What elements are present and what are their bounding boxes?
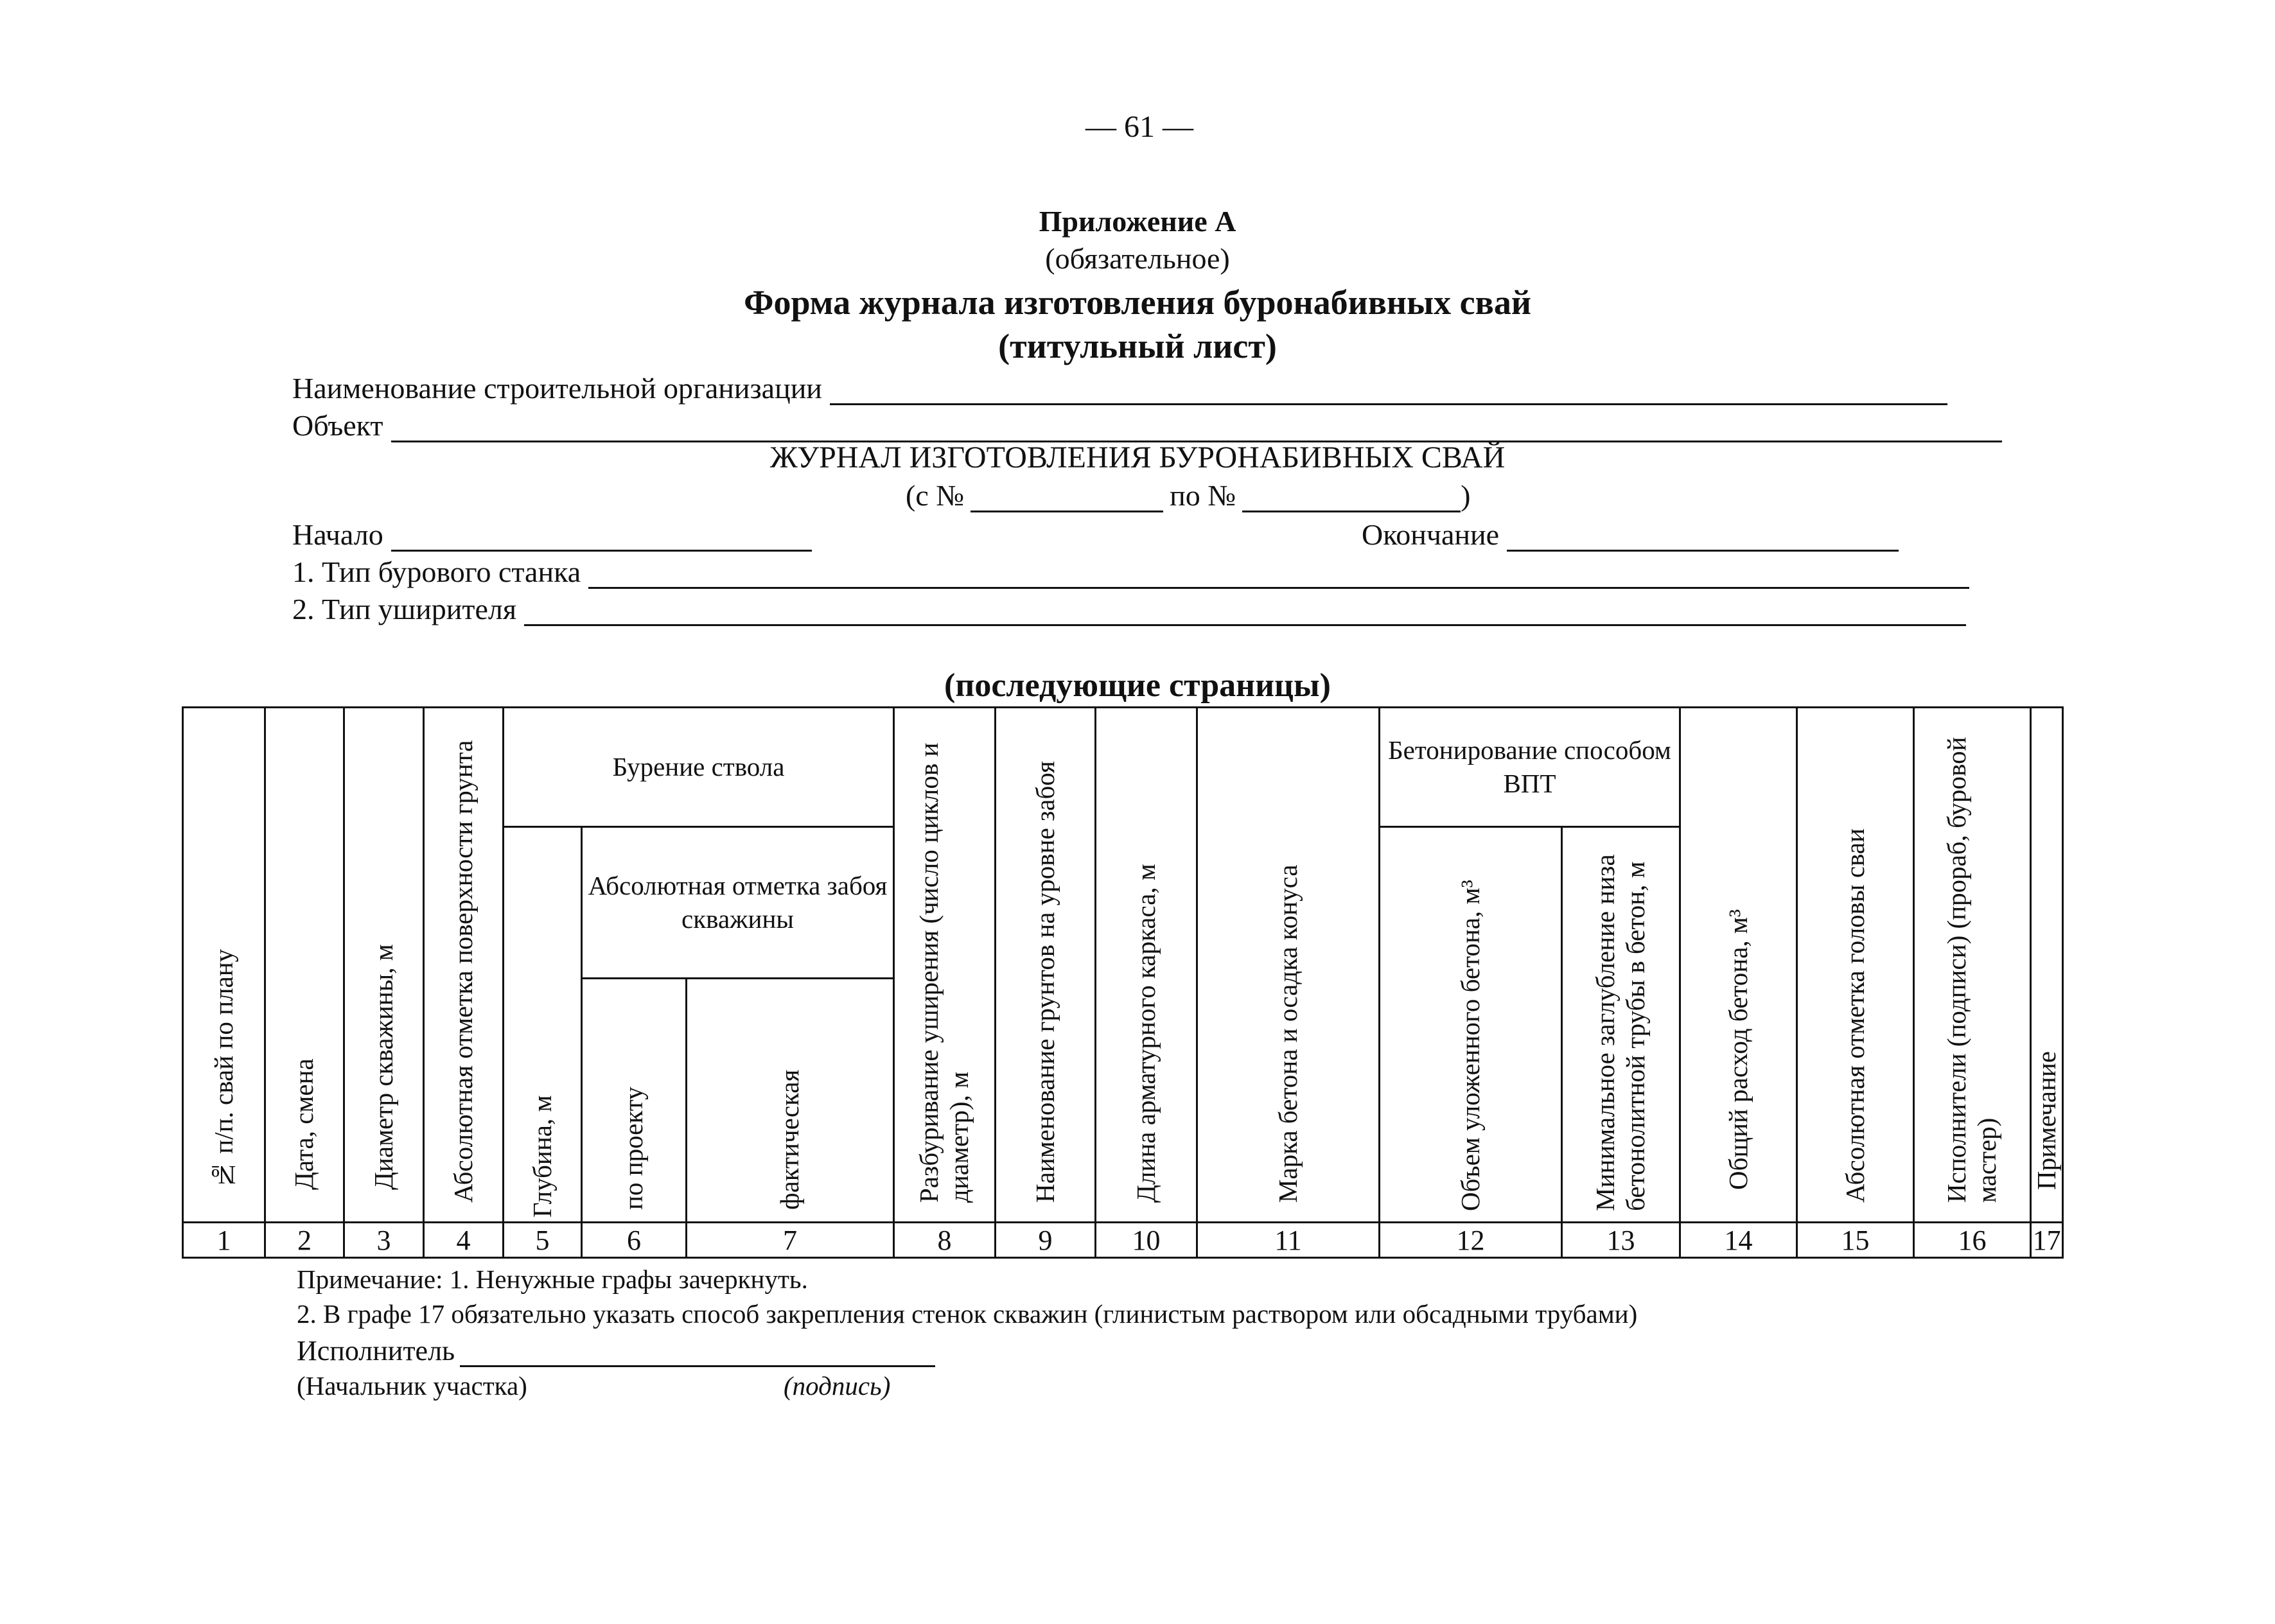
col-remarks-header: Примечание [2031,708,2063,1223]
range-close: ) [1461,479,1471,512]
note-1: Примечание: 1. Ненужные графы зачеркнуть. [297,1264,808,1294]
column-number: 2 [265,1223,344,1258]
following-pages-label: (последующие страницы) [944,667,1331,704]
chief-label: (Начальник участка) [297,1371,527,1401]
col-soil-name-header: Наименование грунтов на уровне забоя [996,708,1096,1223]
object-label: Объект [292,409,383,442]
journal-title: ЖУРНАЛ ИЗГОТОВЛЕНИЯ БУРОНАБИВНЫХ СВАЙ [769,441,1506,475]
range-to-blank[interactable] [1242,484,1461,512]
form-title: Форма журнала изготовления буронабивных свай [744,283,1531,322]
col-date-shift-header: Дата, смена [265,708,344,1223]
object-blank[interactable] [391,412,2002,442]
mandatory-label: (обязательное) [1045,242,1230,275]
note-2: 2. В графе 17 обязательно указать способ закрепления стенок скважин (глинистым раствором или обсадными трубами) [297,1299,1638,1329]
executor-field [297,1334,935,1367]
column-number: 7 [687,1223,894,1258]
journal-table [182,706,2064,1259]
column-number: 16 [1914,1223,2031,1258]
object-field [292,408,2002,442]
column-number: 8 [894,1223,996,1258]
range-from-label: (с № [906,479,965,512]
col-ground-elevation-header: Абсолютная отметка поверхности грунта [424,708,504,1223]
start-field [292,518,812,552]
range-row [906,478,1470,512]
col-by-project-header: по проекту [582,979,687,1223]
col-concrete-volume-header: Объем уложенного бетона, м³ [1380,827,1562,1223]
range-to-label: по № [1170,479,1236,512]
col-pipe-embedding-header: Минимальное заглубление низа бетонолитной трубы в бетон, м [1562,827,1680,1223]
col-concrete-grade-header: Марка бетона и осадка конуса [1197,708,1380,1223]
column-number: 15 [1797,1223,1914,1258]
org-blank[interactable] [830,375,1947,405]
col-total-concrete-header: Общий расход бетона, м³ [1680,708,1797,1223]
signature-label: (подпись) [784,1371,891,1401]
end-label: Окончание [1362,518,1500,551]
column-number: 13 [1562,1223,1680,1258]
appendix-label: Приложение А [1039,205,1236,238]
column-number: 5 [504,1223,582,1258]
end-blank[interactable] [1507,521,1899,552]
column-numbers-row [183,1223,2063,1258]
col-pile-number-header: № п/п. свай по плану [183,708,265,1223]
reamer-type-field [292,592,1966,626]
reamer-type-blank[interactable] [524,596,1966,626]
page-number: — 61 — [1085,110,1193,144]
executor-label: Исполнитель [297,1335,455,1366]
abs-bottom-group-header: Абсолютная отметка забоя скважины [582,827,894,979]
column-number: 17 [2031,1223,2063,1258]
start-blank[interactable] [391,521,812,552]
column-number: 14 [1680,1223,1797,1258]
col-cage-length-header: Длина арматурного каркаса, м [1096,708,1197,1223]
col-reaming-header: Разбуривание уширения (число циклов и диаметр), м [894,708,996,1223]
form-subtitle: (титульный лист) [998,327,1277,365]
reamer-type-label: 2. Тип уширителя [292,593,516,625]
column-number: 3 [344,1223,424,1258]
org-label: Наименование строительной организации [292,372,822,405]
column-number: 10 [1096,1223,1197,1258]
col-depth-header: Глубина, м [504,827,582,1223]
column-number: 1 [183,1223,265,1258]
drilling-group-header: Бурение ствола [504,708,894,827]
end-field [1362,518,1899,552]
range-from-blank[interactable] [971,484,1163,512]
column-number: 9 [996,1223,1096,1258]
column-number: 12 [1380,1223,1562,1258]
rig-type-field [292,555,1969,589]
column-number: 11 [1197,1223,1380,1258]
col-executors-header: Исполнители (подписи) (прораб, буровой мастер) [1914,708,2031,1223]
col-pile-head-elevation-header: Абсолютная отметка головы сваи [1797,708,1914,1223]
col-well-diameter-header: Диаметр скважины, м [344,708,424,1223]
rig-type-label: 1. Тип бурового станка [292,555,581,588]
executor-blank[interactable] [460,1340,935,1367]
column-number: 6 [582,1223,687,1258]
concreting-group-header: Бетонирование способом ВПТ [1380,708,1680,827]
org-field [292,371,1947,405]
start-label: Начало [292,518,383,551]
col-actual-header: фактическая [687,979,894,1223]
column-number: 4 [424,1223,504,1258]
rig-type-blank[interactable] [588,559,1969,589]
